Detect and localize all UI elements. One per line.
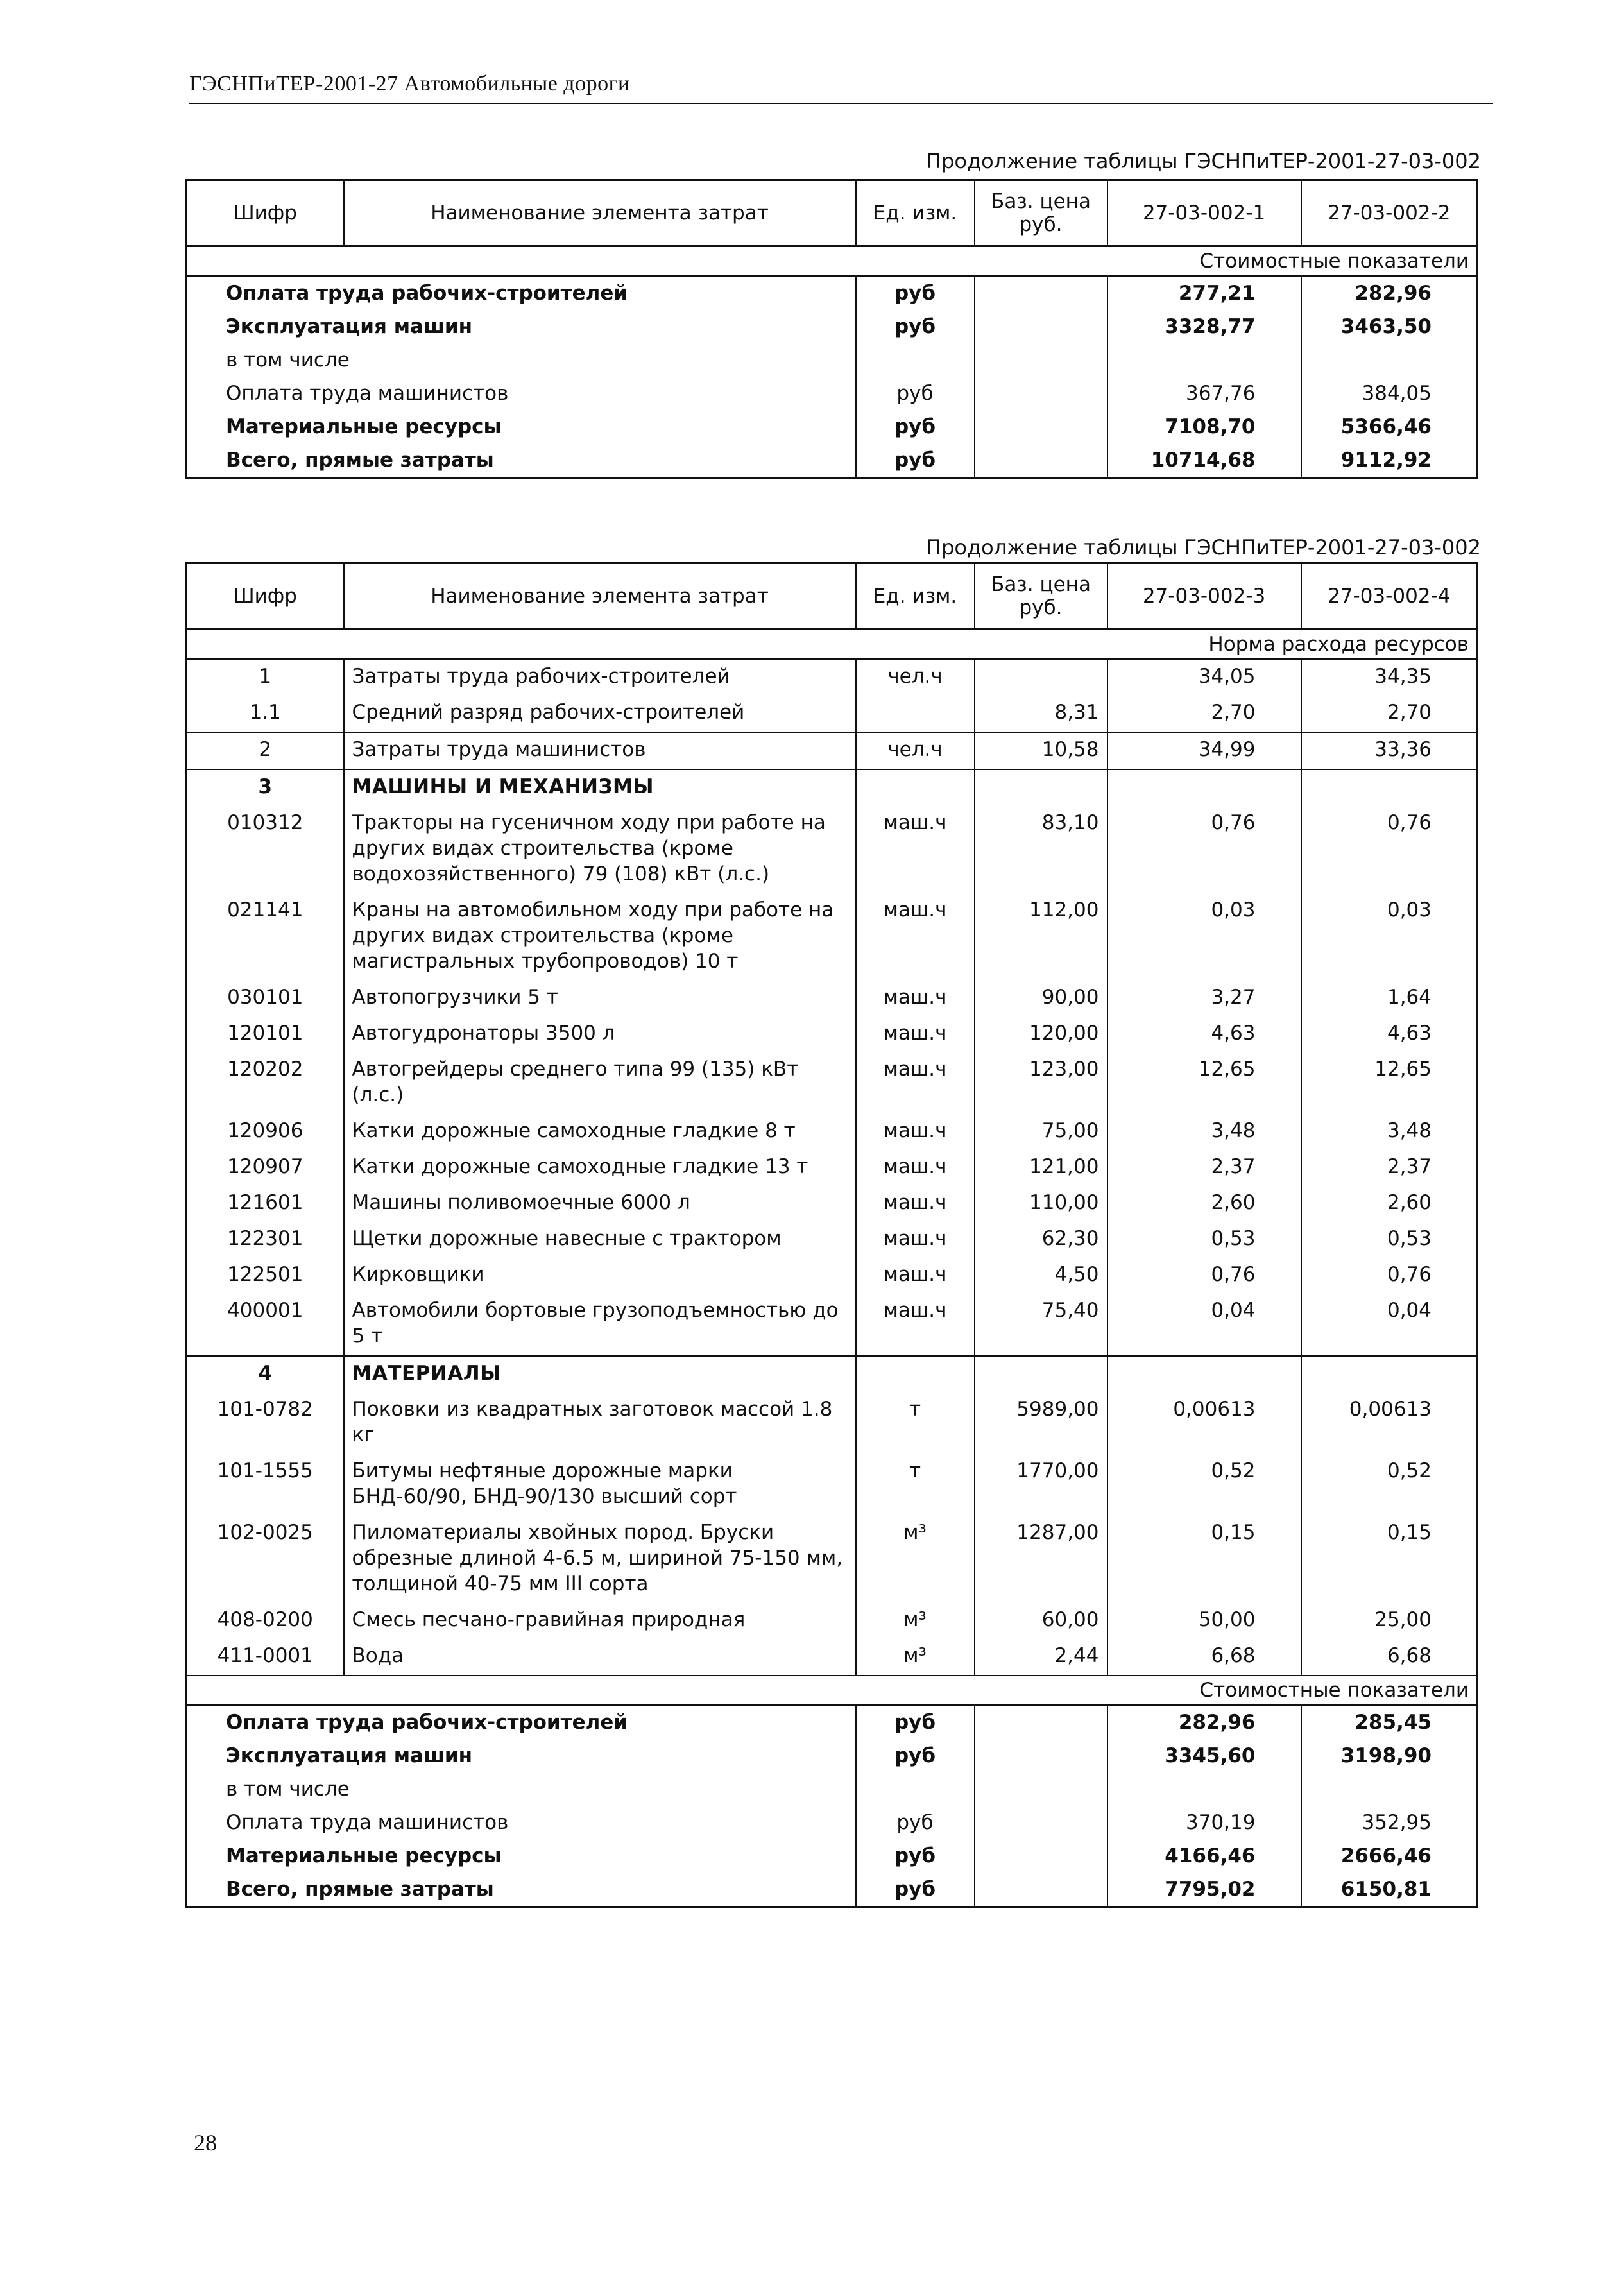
resource-row — [187, 659, 1478, 696]
summary-row — [187, 1705, 1478, 1739]
resource-name: Поковки из квадратных заготовок массой 1.8 кг — [344, 1393, 856, 1454]
resource-base-price: 112,00 — [975, 893, 1107, 981]
resource-row — [187, 1356, 1478, 1393]
resource-norm-1: 2,70 — [1107, 696, 1301, 732]
resource-norm-2: 12,65 — [1301, 1052, 1478, 1114]
resource-row — [187, 1052, 1478, 1114]
resource-norm-2: 25,00 — [1301, 1603, 1478, 1639]
resource-norm-1 — [1107, 769, 1301, 806]
table1-body — [187, 276, 1478, 478]
resource-code: 101-0782 — [217, 1398, 313, 1421]
resource-norm-1: 0,03 — [1107, 893, 1301, 981]
summary-value-1: 277,21 — [1107, 276, 1301, 310]
resource-norm-1: 0,76 — [1107, 806, 1301, 893]
resource-norm-2: 0,76 — [1301, 806, 1478, 893]
resource-code: 408-0200 — [217, 1608, 313, 1631]
resource-base-price: 83,10 — [975, 806, 1107, 893]
summary-name: Эксплуатация машин — [226, 1744, 473, 1767]
resource-code: 030101 — [227, 986, 303, 1009]
summary-name: Всего, прямые затраты — [226, 449, 494, 472]
summary-unit: руб — [856, 1705, 975, 1739]
resource-row — [187, 806, 1478, 893]
resource-norm-1: 50,00 — [1107, 1603, 1301, 1639]
group-label: Стоимостные показатели — [187, 246, 1478, 277]
summary-base-price — [975, 1839, 1107, 1873]
resource-row — [187, 696, 1478, 732]
resource-norm-1: 3,48 — [1107, 1114, 1301, 1150]
resource-unit: м³ — [856, 1603, 975, 1639]
resource-norm-1: 12,65 — [1107, 1052, 1301, 1114]
summary-row — [187, 310, 1478, 343]
cost-table-1 — [185, 179, 1478, 479]
resource-norm-2: 0,53 — [1301, 1222, 1478, 1258]
summary-row — [187, 276, 1478, 310]
summary-value-2: 285,45 — [1301, 1705, 1478, 1739]
page-number: 28 — [194, 2130, 217, 2156]
summary-unit: руб — [856, 1873, 975, 1907]
resource-code: 122301 — [227, 1227, 303, 1250]
summary-base-price — [975, 443, 1107, 478]
resource-norm-2: 34,35 — [1301, 659, 1478, 696]
resource-norm-1: 3,27 — [1107, 981, 1301, 1016]
summary-name: Материальные ресурсы — [226, 1844, 502, 1867]
summary-value-2: 9112,92 — [1301, 443, 1478, 478]
summary-row — [187, 1806, 1478, 1839]
summary-value-1: 4166,46 — [1107, 1839, 1301, 1873]
resource-base-price: 2,44 — [975, 1639, 1107, 1676]
resource-unit: м³ — [856, 1639, 975, 1676]
resource-norm-1: 2,37 — [1107, 1150, 1301, 1186]
summary-row — [187, 1772, 1478, 1806]
resource-code: 3 — [187, 769, 344, 806]
resource-norm-1: 34,05 — [1107, 659, 1301, 696]
summary-base-price — [975, 310, 1107, 343]
summary-row — [187, 1873, 1478, 1907]
resource-base-price: 62,30 — [975, 1222, 1107, 1258]
resource-base-price: 10,58 — [975, 732, 1107, 769]
resource-name: Автомобили бортовые грузоподъемностью до 5 т — [344, 1294, 856, 1356]
resource-name: Смесь песчано-гравийная природная — [344, 1603, 856, 1639]
summary-row — [187, 410, 1478, 443]
summary-unit: руб — [856, 276, 975, 310]
resource-unit: т — [856, 1454, 975, 1516]
table2-header-row — [187, 563, 1478, 630]
resource-name: Пиломатериалы хвойных пород. Бруски обрезные длиной 4-6.5 м, шириной 75-150 мм, толщиной 40-75 мм III сорта — [344, 1516, 856, 1603]
resource-unit: маш.ч — [856, 981, 975, 1016]
table1-caption: Продолжение таблицы ГЭСНПиТЕР-2001-27-03-002 — [926, 149, 1481, 173]
resource-name: Автогудронаторы 3500 л — [344, 1016, 856, 1052]
resource-code: 1 — [259, 665, 272, 688]
resource-norm-2: 0,03 — [1301, 893, 1478, 981]
resource-code: 120202 — [227, 1058, 303, 1081]
resource-norm-2 — [1301, 1356, 1478, 1393]
header-col-3: 27-03-002-3 — [1107, 563, 1301, 630]
resource-code: 102-0025 — [217, 1521, 313, 1544]
table1-header-row — [187, 180, 1478, 246]
resource-norm-2: 3,48 — [1301, 1114, 1478, 1150]
resource-code: 021141 — [227, 898, 303, 922]
resource-norm-2 — [1301, 769, 1478, 806]
summary-name: Оплата труда рабочих-строителей — [226, 1711, 628, 1734]
resource-unit: маш.ч — [856, 1052, 975, 1114]
resource-code: 2 — [187, 732, 344, 769]
resource-base-price: 5989,00 — [975, 1393, 1107, 1454]
resource-base-price: 121,00 — [975, 1150, 1107, 1186]
resource-base-price: 60,00 — [975, 1603, 1107, 1639]
resource-norm-1: 0,76 — [1107, 1258, 1301, 1294]
resource-code: 010312 — [227, 811, 303, 834]
header-col-1: 27-03-002-1 — [1107, 180, 1301, 246]
header-col-2: 27-03-002-2 — [1301, 180, 1478, 246]
summary-unit — [856, 1772, 975, 1806]
summary-row — [187, 377, 1478, 410]
resource-unit: м³ — [856, 1516, 975, 1603]
resource-code: 400001 — [227, 1299, 303, 1322]
summary-value-1: 3328,77 — [1107, 310, 1301, 343]
resource-unit: маш.ч — [856, 893, 975, 981]
summary-value-2: 352,95 — [1301, 1806, 1478, 1839]
summary-value-1: 367,76 — [1107, 377, 1301, 410]
resource-row — [187, 1150, 1478, 1186]
resource-base-price: 75,40 — [975, 1294, 1107, 1356]
header-unit: Ед. изм. — [856, 180, 975, 246]
resource-unit: маш.ч — [856, 806, 975, 893]
summary-name: Эксплуатация машин — [226, 315, 473, 338]
summary-name: в том числе — [226, 1778, 350, 1801]
resource-base-price: 8,31 — [975, 696, 1107, 732]
summary-unit: руб — [856, 310, 975, 343]
resource-unit — [856, 769, 975, 806]
resource-name: Катки дорожные самоходные гладкие 13 т — [344, 1150, 856, 1186]
resource-name: Краны на автомобильном ходу при работе на других видах строительства (кроме магистральных трубопроводов) 10 т — [344, 893, 856, 981]
summary-value-2 — [1301, 1772, 1478, 1806]
resource-name: Затраты труда рабочих-строителей — [344, 659, 856, 696]
resource-norm-2: 0,15 — [1301, 1516, 1478, 1603]
resource-base-price — [975, 1356, 1107, 1393]
resource-name: Вода — [344, 1639, 856, 1676]
resource-name: Кирковщики — [344, 1258, 856, 1294]
resource-row — [187, 1454, 1478, 1516]
resource-name: Средний разряд рабочих-строителей — [344, 696, 856, 732]
header-name: Наименование элемента затрат — [344, 563, 856, 630]
resource-norm-2: 2,60 — [1301, 1186, 1478, 1222]
resource-row — [187, 1516, 1478, 1603]
resource-base-price: 75,00 — [975, 1114, 1107, 1150]
summary-value-1: 370,19 — [1107, 1806, 1301, 1839]
resource-row — [187, 769, 1478, 806]
table2-caption: Продолжение таблицы ГЭСНПиТЕР-2001-27-03-002 — [926, 535, 1481, 560]
resource-norm-2: 2,70 — [1301, 696, 1478, 732]
summary-value-2 — [1301, 343, 1478, 377]
resource-norm-2: 6,68 — [1301, 1639, 1478, 1676]
resource-row — [187, 1186, 1478, 1222]
resource-norm-1: 0,04 — [1107, 1294, 1301, 1356]
resource-base-price: 4,50 — [975, 1258, 1107, 1294]
resource-unit: т — [856, 1393, 975, 1454]
resource-name: Битумы нефтяные дорожные марки БНД-60/90, БНД-90/130 высший сорт — [344, 1454, 856, 1516]
summary-name: Всего, прямые затраты — [226, 1878, 494, 1901]
resource-unit: маш.ч — [856, 1016, 975, 1052]
resource-unit: маш.ч — [856, 1186, 975, 1222]
summary-base-price — [975, 1739, 1107, 1772]
resource-code: 122501 — [227, 1263, 303, 1286]
resource-row — [187, 981, 1478, 1016]
summary-value-2: 3463,50 — [1301, 310, 1478, 343]
resource-row — [187, 732, 1478, 769]
resource-row — [187, 1393, 1478, 1454]
resource-norm-2: 1,64 — [1301, 981, 1478, 1016]
summary-base-price — [975, 343, 1107, 377]
page-header-title: ГЭСНПиТЕР-2001-27 Автомобильные дороги — [189, 72, 630, 96]
resource-norm-2: 2,37 — [1301, 1150, 1478, 1186]
summary-name: Материальные ресурсы — [226, 415, 502, 438]
resource-unit — [856, 1356, 975, 1393]
resource-base-price: 110,00 — [975, 1186, 1107, 1222]
header-base-price: Баз. цена руб. — [975, 563, 1107, 630]
resource-norm-1: 2,60 — [1107, 1186, 1301, 1222]
resource-norm-2: 0,04 — [1301, 1294, 1478, 1356]
resource-base-price: 1287,00 — [975, 1516, 1107, 1603]
summary-value-2: 6150,81 — [1301, 1873, 1478, 1907]
resource-name: МАШИНЫ И МЕХАНИЗМЫ — [344, 769, 856, 806]
resource-row — [187, 1639, 1478, 1676]
resource-name: Затраты труда машинистов — [344, 732, 856, 769]
resource-base-price: 120,00 — [975, 1016, 1107, 1052]
resource-norm-2: 0,52 — [1301, 1454, 1478, 1516]
resource-name: Тракторы на гусеничном ходу при работе на других видах строительства (кроме водохозяйственного) 79 (108) кВт (л.с.) — [344, 806, 856, 893]
resource-unit: маш.ч — [856, 1222, 975, 1258]
summary-base-price — [975, 1873, 1107, 1907]
header-code: Шифр — [187, 180, 344, 246]
summary-value-1: 3345,60 — [1107, 1739, 1301, 1772]
summary-base-price — [975, 377, 1107, 410]
resource-name: МАТЕРИАЛЫ — [344, 1356, 856, 1393]
resource-row — [187, 1114, 1478, 1150]
resource-name: Щетки дорожные навесные с трактором — [344, 1222, 856, 1258]
table2-cost-body — [187, 1705, 1478, 1907]
resource-unit: маш.ч — [856, 1114, 975, 1150]
summary-name: Оплата труда машинистов — [226, 1811, 509, 1834]
header-unit: Ед. изм. — [856, 563, 975, 630]
summary-unit: руб — [856, 443, 975, 478]
resource-base-price: 1770,00 — [975, 1454, 1107, 1516]
summary-base-price — [975, 1705, 1107, 1739]
summary-base-price — [975, 1772, 1107, 1806]
table2-cost-group-row — [187, 1676, 1478, 1705]
resource-name: Машины поливомоечные 6000 л — [344, 1186, 856, 1222]
resource-norm-1: 34,99 — [1107, 732, 1301, 769]
resource-unit: маш.ч — [856, 1150, 975, 1186]
resource-row — [187, 1294, 1478, 1356]
summary-value-1 — [1107, 343, 1301, 377]
resource-row — [187, 1603, 1478, 1639]
resource-name: Катки дорожные самоходные гладкие 8 т — [344, 1114, 856, 1150]
header-rule — [189, 103, 1493, 104]
resource-norm-1: 0,53 — [1107, 1222, 1301, 1258]
table2-body — [187, 659, 1478, 1676]
summary-unit: руб — [856, 1806, 975, 1839]
resource-norm-1: 0,15 — [1107, 1516, 1301, 1603]
table2-group-row — [187, 630, 1478, 660]
resource-code: 4 — [187, 1356, 344, 1393]
summary-unit: руб — [856, 377, 975, 410]
summary-value-1: 7795,02 — [1107, 1873, 1301, 1907]
resource-code: 121601 — [227, 1191, 303, 1214]
resource-base-price — [975, 659, 1107, 696]
resource-row — [187, 1016, 1478, 1052]
summary-value-2: 3198,90 — [1301, 1739, 1478, 1772]
resource-norm-1: 4,63 — [1107, 1016, 1301, 1052]
resource-name: Автопогрузчики 5 т — [344, 981, 856, 1016]
summary-name: Оплата труда рабочих-строителей — [226, 282, 628, 305]
header-name: Наименование элемента затрат — [344, 180, 856, 246]
resource-row — [187, 1258, 1478, 1294]
resource-unit: чел.ч — [856, 659, 975, 696]
resource-norm-1: 0,52 — [1107, 1454, 1301, 1516]
summary-value-2: 282,96 — [1301, 276, 1478, 310]
header-col-4: 27-03-002-4 — [1301, 563, 1478, 630]
cost-table-2 — [185, 562, 1478, 1908]
summary-name: в том числе — [226, 348, 350, 372]
resource-norm-1: 6,68 — [1107, 1639, 1301, 1676]
resource-unit: маш.ч — [856, 1294, 975, 1356]
resource-code: 1.1 — [249, 701, 281, 724]
summary-unit — [856, 343, 975, 377]
summary-value-2: 5366,46 — [1301, 410, 1478, 443]
summary-row — [187, 343, 1478, 377]
resource-norm-1: 0,00613 — [1107, 1393, 1301, 1454]
resource-norm-2: 0,76 — [1301, 1258, 1478, 1294]
summary-unit: руб — [856, 410, 975, 443]
summary-value-1: 10714,68 — [1107, 443, 1301, 478]
resource-code: 120907 — [227, 1155, 303, 1178]
resource-base-price — [975, 769, 1107, 806]
summary-value-2: 384,05 — [1301, 377, 1478, 410]
resource-name: Автогрейдеры среднего типа 99 (135) кВт (л.с.) — [344, 1052, 856, 1114]
resource-norm-2: 0,00613 — [1301, 1393, 1478, 1454]
summary-base-price — [975, 410, 1107, 443]
resource-base-price: 90,00 — [975, 981, 1107, 1016]
summary-value-1: 282,96 — [1107, 1705, 1301, 1739]
summary-row — [187, 443, 1478, 478]
summary-row — [187, 1739, 1478, 1772]
header-base-price: Баз. цена руб. — [975, 180, 1107, 246]
resource-norm-2: 33,36 — [1301, 732, 1478, 769]
resource-unit — [856, 696, 975, 732]
resource-unit: маш.ч — [856, 1258, 975, 1294]
cost-group-label: Стоимостные показатели — [187, 1676, 1478, 1705]
summary-value-1: 7108,70 — [1107, 410, 1301, 443]
resource-norm-1 — [1107, 1356, 1301, 1393]
resource-row — [187, 893, 1478, 981]
group-label: Норма расхода ресурсов — [187, 630, 1478, 660]
resource-code: 120906 — [227, 1119, 303, 1142]
summary-base-price — [975, 1806, 1107, 1839]
resource-base-price: 123,00 — [975, 1052, 1107, 1114]
summary-value-2: 2666,46 — [1301, 1839, 1478, 1873]
resource-code: 101-1555 — [217, 1459, 313, 1482]
resource-code: 411-0001 — [217, 1644, 313, 1667]
header-code: Шифр — [187, 563, 344, 630]
summary-name: Оплата труда машинистов — [226, 382, 509, 405]
summary-unit: руб — [856, 1739, 975, 1772]
resource-code: 120101 — [227, 1022, 303, 1045]
summary-row — [187, 1839, 1478, 1873]
summary-value-1 — [1107, 1772, 1301, 1806]
resource-row — [187, 1222, 1478, 1258]
summary-unit: руб — [856, 1839, 975, 1873]
resource-norm-2: 4,63 — [1301, 1016, 1478, 1052]
table1-group-row — [187, 246, 1478, 277]
summary-base-price — [975, 276, 1107, 310]
resource-unit: чел.ч — [856, 732, 975, 769]
